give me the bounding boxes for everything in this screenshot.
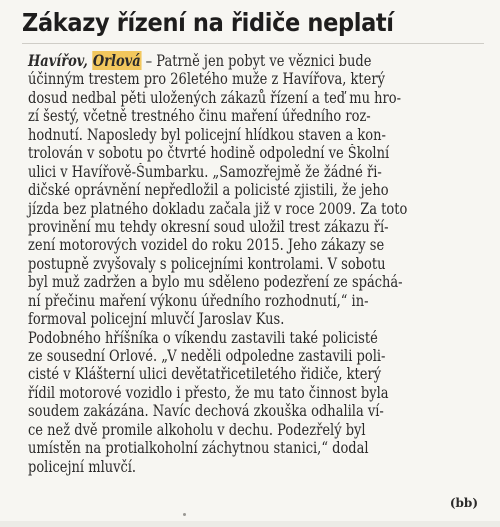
article-line: Podobného hříšníka o víkendu zastavili také policisté bbox=[28, 328, 378, 347]
bottom-edge bbox=[0, 521, 500, 527]
article-line: dičské oprávnění nepředložil a policisté zjistili, že jeho bbox=[28, 181, 389, 200]
article-line: umístěn na protialkoholní záchytnou stanici,“ dodal bbox=[28, 439, 369, 458]
article-line: hodnutí. Naposledy byl policejní hlídkou staven a kon- bbox=[28, 125, 386, 144]
article-line: řídil motorové vozidlo i přesto, že mu tato činnost byla bbox=[28, 383, 389, 402]
dateline-highlighted-city: Orlová bbox=[92, 51, 141, 70]
article-line: ní přečinu maření výkonu úředního rozhodnutí,“ in- bbox=[28, 291, 369, 310]
author-signature: (bb) bbox=[449, 496, 478, 510]
headline-divider bbox=[22, 43, 484, 44]
article-line: formoval policejní mluvčí Jaroslav Kus. bbox=[28, 310, 285, 329]
article-body bbox=[28, 52, 488, 476]
article-line: zí šestý, včetně trestného činu maření úředního roz- bbox=[28, 107, 371, 126]
first-line-text: – Patrně jen pobyt ve věznici bude bbox=[141, 52, 372, 70]
article-line: policejní mluvčí. bbox=[28, 457, 137, 476]
article-line: trolován v sobotu po čtvrté hodině odpolední ve Školní bbox=[28, 144, 390, 163]
article-line: cisté v Klášterní ulici devětatřicetiletého řidiče, který bbox=[28, 365, 382, 384]
dateline-city: Havířov, bbox=[28, 51, 88, 70]
article-line: provinění mu tehdy okresní soud uložil trest zákazu ří- bbox=[28, 217, 389, 236]
page-dot bbox=[183, 513, 186, 516]
article-line: účinným trestem pro 26letého muže z Havířova, který bbox=[28, 70, 385, 89]
article-line: ze sousední Orlové. „V neděli odpoledne zastavili poli- bbox=[28, 347, 386, 365]
article-line: byl muž zadržen a bylo mu sděleno podezření ze spáchá- bbox=[28, 273, 403, 292]
article-line: postupně zvyšovaly s policejními kontrolami. V sobotu bbox=[28, 254, 386, 273]
article-line: jízda bez platného dokladu začala již v roce 2009. Za toto bbox=[28, 199, 408, 218]
article-line: ce než dvě promile alkoholu v dechu. Podezřelý byl bbox=[28, 420, 366, 439]
article-line: ulici v Havířově-Šumbarku. „Samozřejmě že žádné ři- bbox=[28, 162, 382, 181]
article-headline: Zákazy řízení na řidiče neplatí bbox=[22, 8, 394, 37]
article-line: zení motorových vozidel do roku 2015. Jeho zákazy se bbox=[28, 236, 385, 255]
article-line: dosud nedbal pěti uložených zákazů řízení a teď mu hro- bbox=[28, 88, 401, 107]
article-line: soudem zakázána. Navíc dechová zkouška odhalila ví- bbox=[28, 402, 384, 421]
article-line bbox=[28, 52, 412, 70]
